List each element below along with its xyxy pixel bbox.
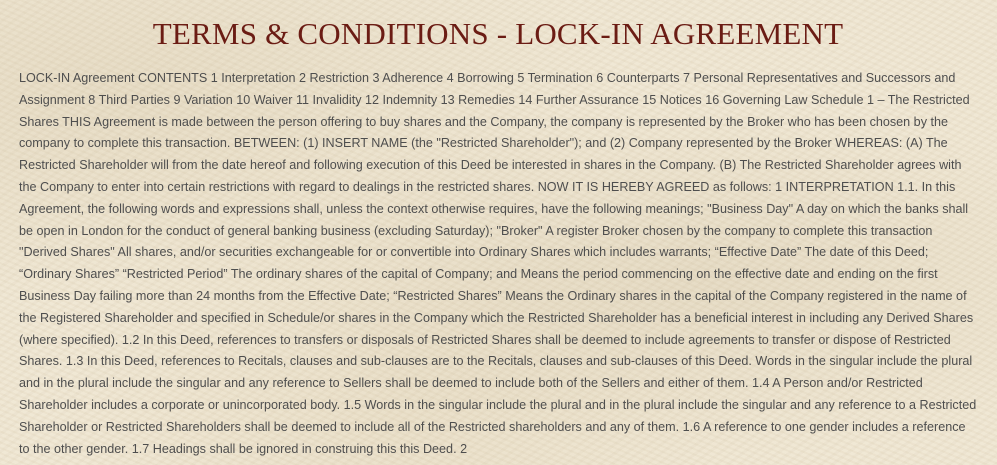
page-title: TERMS & CONDITIONS - LOCK-IN AGREEMENT (152, 16, 844, 51)
agreement-body-text: LOCK-IN Agreement CONTENTS 1 Interpretation 2 Restriction 3 Adherence 4 Borrowing 5 Termination 6 Counterparts 7 Personal Representatives and Successors and Assignment 8 Third Parties 9 Variation 10 Waiver 11 Invalidity 12 Indemnity 13 Remedies 14 Further Assurance 15 Notices 16 Governing Law Schedule 1 – The Restricted Shares THIS Agreement is made between the person offering to buy shares and the Company, the company is represented by the Broker who has been chosen by the company to complete this transaction. BETWEEN: (1) INSERT NAME (the "Restricted Shareholder"); and (2) Company represented by the Broker WHEREAS: (A) The Restricted Shareholder will from the date hereof and following execution of this Deed be interested in shares in the Company. (B) The Restricted Shareholder agrees with the Company to enter into certain restrictions with regard to dealings in the restricted shares. NOW IT IS HEREBY AGREED as follows: 1 INTERPRETATION 1.1. In this Agreement, the following words and expressions shall, unless the context otherwise requires, have the following meanings; "Business Day" A day on which the banks shall be open in London for the conduct of general banking business (excluding Saturday); "Broker" A register Broker chosen by the company to complete this transaction "Derived Shares" All shares, and/or securities exchangeable for or convertible into Ordinary Shares which includes warrants; “Effective Date” The date of this Deed; “Ordinary Shares” “Restricted Period” The ordinary shares of the capital of Company; and Means the period commencing on the effective date and ending on the first Business Day failing more than 24 months from the Effective Date; “Restricted Shares” Means the Ordinary shares in the capital of the Company registered in the name of the Registered Shareholder and specified in Schedule/or shares in the Company which the Restricted Shareholder has a beneficial interest in including any Derived Shares (where specified). 1.2 In this Deed, references to transfers or disposals of Restricted Shares shall be deemed to include agreements to transfer or dispose of Restricted Shares. 1.3 In this Deed, references to Recitals, clauses and sub-clauses are to the Recitals, clauses and sub-clauses of this Deed. Words in the singular include the plural and in the plural include the singular and any reference to Sellers shall be deemed to include both of the Sellers and either of them. 1.4 A Person and/or Restricted Shareholder includes a corporate or unincorporated body. 1.5 Words in the singular include the plural and in the plural include the singular and any reference to a Restricted Shareholder or Restricted Shareholders shall be deemed to include all of the Restricted shareholders and any of them. 1.6 A reference to one gender includes a reference to the other gender. 1.7 Headings shall be ignored in construing this this Deed. 2 (19, 71, 977, 456)
